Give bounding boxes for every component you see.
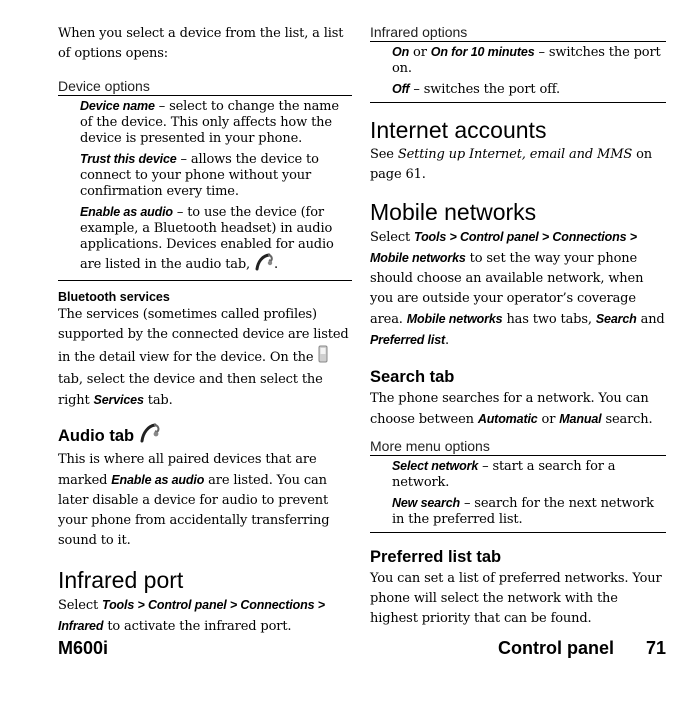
- option-off: [392, 81, 666, 98]
- infrared-port-heading: Infrared port: [58, 567, 184, 593]
- more-menu-title: More menu options: [370, 438, 666, 456]
- infrared-options-title: Infrared options: [370, 24, 666, 42]
- search-tab-text: [370, 389, 666, 430]
- option-term: Trust this device: [80, 152, 177, 166]
- text-span: Select: [370, 230, 415, 245]
- infrared-options-list: [370, 42, 666, 103]
- internet-accounts-block: [370, 115, 666, 185]
- heading-text: Audio tab: [58, 426, 139, 445]
- audio-tab-heading: [58, 423, 352, 450]
- option-term: Device name: [80, 99, 155, 113]
- text-span: to set the way your phone should choose an available network, when you are outside your operator’s coverage area.: [370, 251, 644, 327]
- option-on: [392, 44, 666, 77]
- text-span: tab.: [143, 393, 173, 408]
- text-span: See: [370, 147, 398, 162]
- text-span: Select: [58, 598, 103, 613]
- enable-audio-term: Enable as audio: [111, 473, 205, 487]
- text-span: The services (sometimes called profiles) supported by the connected device are listed in the detail view for the device. On the: [58, 307, 349, 365]
- page-footer: [58, 638, 666, 664]
- bluetooth-services-block: [58, 289, 352, 411]
- option-desc: – start a search for a network.: [392, 459, 616, 490]
- audio-tab-text: [58, 450, 352, 551]
- option-desc: – allows the device to connect to your phone without your confirmation every time.: [80, 152, 319, 199]
- option-term: Off: [392, 82, 410, 96]
- option-desc: – select to change the name of the device. This only affects how the device is presented in your phone.: [80, 99, 339, 146]
- option-term: New search: [392, 496, 460, 510]
- option-desc: – switches the port off.: [409, 82, 560, 97]
- audio-tab-block: [58, 423, 352, 551]
- page-reference: Setting up Internet, email and MMS: [397, 147, 633, 162]
- more-menu-list: [370, 456, 666, 533]
- left-column: [58, 24, 352, 637]
- menu-path: Tools > Control panel > Connections > Infrared: [58, 598, 325, 633]
- device-options-block: [58, 78, 352, 281]
- infrared-options-block: [370, 24, 666, 103]
- right-column: [370, 24, 666, 629]
- option-enable-audio: Enable as audio – to use the device (for example, a Bluetooth headset) in audio applications. Devices enabled for audio are listed in the audio tab, .: [80, 204, 352, 276]
- internet-accounts-text: [370, 145, 666, 185]
- headset-icon: [139, 423, 161, 450]
- text-span: has two tabs,: [502, 312, 596, 327]
- text-span: are listed. You can later disable a device for audio to prevent your phone from accidentally transferring sound to it.: [58, 473, 330, 548]
- text-span: tab, select the device and then select the right: [58, 372, 323, 408]
- option-desc: – switches the port on.: [392, 45, 661, 76]
- option-term: Select network: [392, 459, 479, 473]
- intro-text: When you select a device from the list, a list of options opens:: [58, 26, 344, 61]
- preferred-list-block: [370, 545, 666, 629]
- device-options-title: Device options: [58, 78, 352, 96]
- search-tab-heading: Search tab: [370, 368, 455, 386]
- option-new-search: [392, 495, 666, 528]
- device-options-list: [58, 96, 352, 281]
- text-span: on page 61.: [370, 147, 652, 182]
- text-span: and: [636, 312, 665, 327]
- option-desc: – to use the device (for example, a Bluetooth headset) in audio applications. Devices enabled for audio are listed in the audio tab,: [80, 205, 334, 272]
- option-term: On: [392, 45, 410, 59]
- option-select-network: [392, 458, 666, 491]
- headset-icon: [254, 253, 274, 276]
- mobile-networks-term: Mobile networks: [406, 312, 503, 326]
- menu-path: Tools > Control panel > Connections > Mobile networks: [370, 230, 637, 265]
- mobile-networks-text: [370, 227, 666, 351]
- mobile-networks-heading: Mobile networks: [370, 199, 537, 225]
- bluetooth-services-heading: Bluetooth services: [58, 290, 170, 304]
- mobile-networks-block: [370, 197, 666, 351]
- search-tab-term: Search: [595, 312, 637, 326]
- option-term: Enable as audio: [80, 205, 173, 219]
- search-tab-block: [370, 365, 666, 430]
- preferred-list-term: Preferred list: [370, 333, 446, 347]
- text-span: This is where all paired devices that are marked: [58, 452, 317, 488]
- option-device-name: [80, 98, 352, 147]
- more-menu-block: [370, 438, 666, 533]
- infrared-port-block: [58, 565, 352, 637]
- phone-device-icon: [317, 345, 329, 370]
- option-desc: – search for the next network in the preferred list.: [392, 496, 654, 527]
- footer-section: Control panel: [498, 638, 614, 658]
- services-term: Services: [93, 393, 144, 407]
- text-span: .: [445, 333, 450, 348]
- text-span: The phone searches for a network. You can choose between: [370, 391, 649, 427]
- option-term: On for 10 minutes: [430, 45, 535, 59]
- manual-term: Manual: [559, 412, 602, 426]
- infrared-port-text: [58, 595, 352, 637]
- page-number: 71: [645, 638, 666, 658]
- text-span: search.: [601, 412, 653, 427]
- preferred-list-text: You can set a list of preferred networks. Your phone will select the network with the highest priority that can be found.: [370, 571, 662, 626]
- option-trust-device: [80, 151, 352, 200]
- preferred-list-heading: Preferred list tab: [370, 548, 502, 566]
- internet-accounts-heading: Internet accounts: [370, 117, 547, 143]
- text-span: or: [537, 412, 560, 427]
- bluetooth-services-text: [58, 305, 352, 411]
- text-span: to activate the infrared port.: [103, 619, 292, 634]
- automatic-term: Automatic: [477, 412, 538, 426]
- option-mid: or: [409, 45, 431, 60]
- footer-model: M600i: [58, 638, 109, 658]
